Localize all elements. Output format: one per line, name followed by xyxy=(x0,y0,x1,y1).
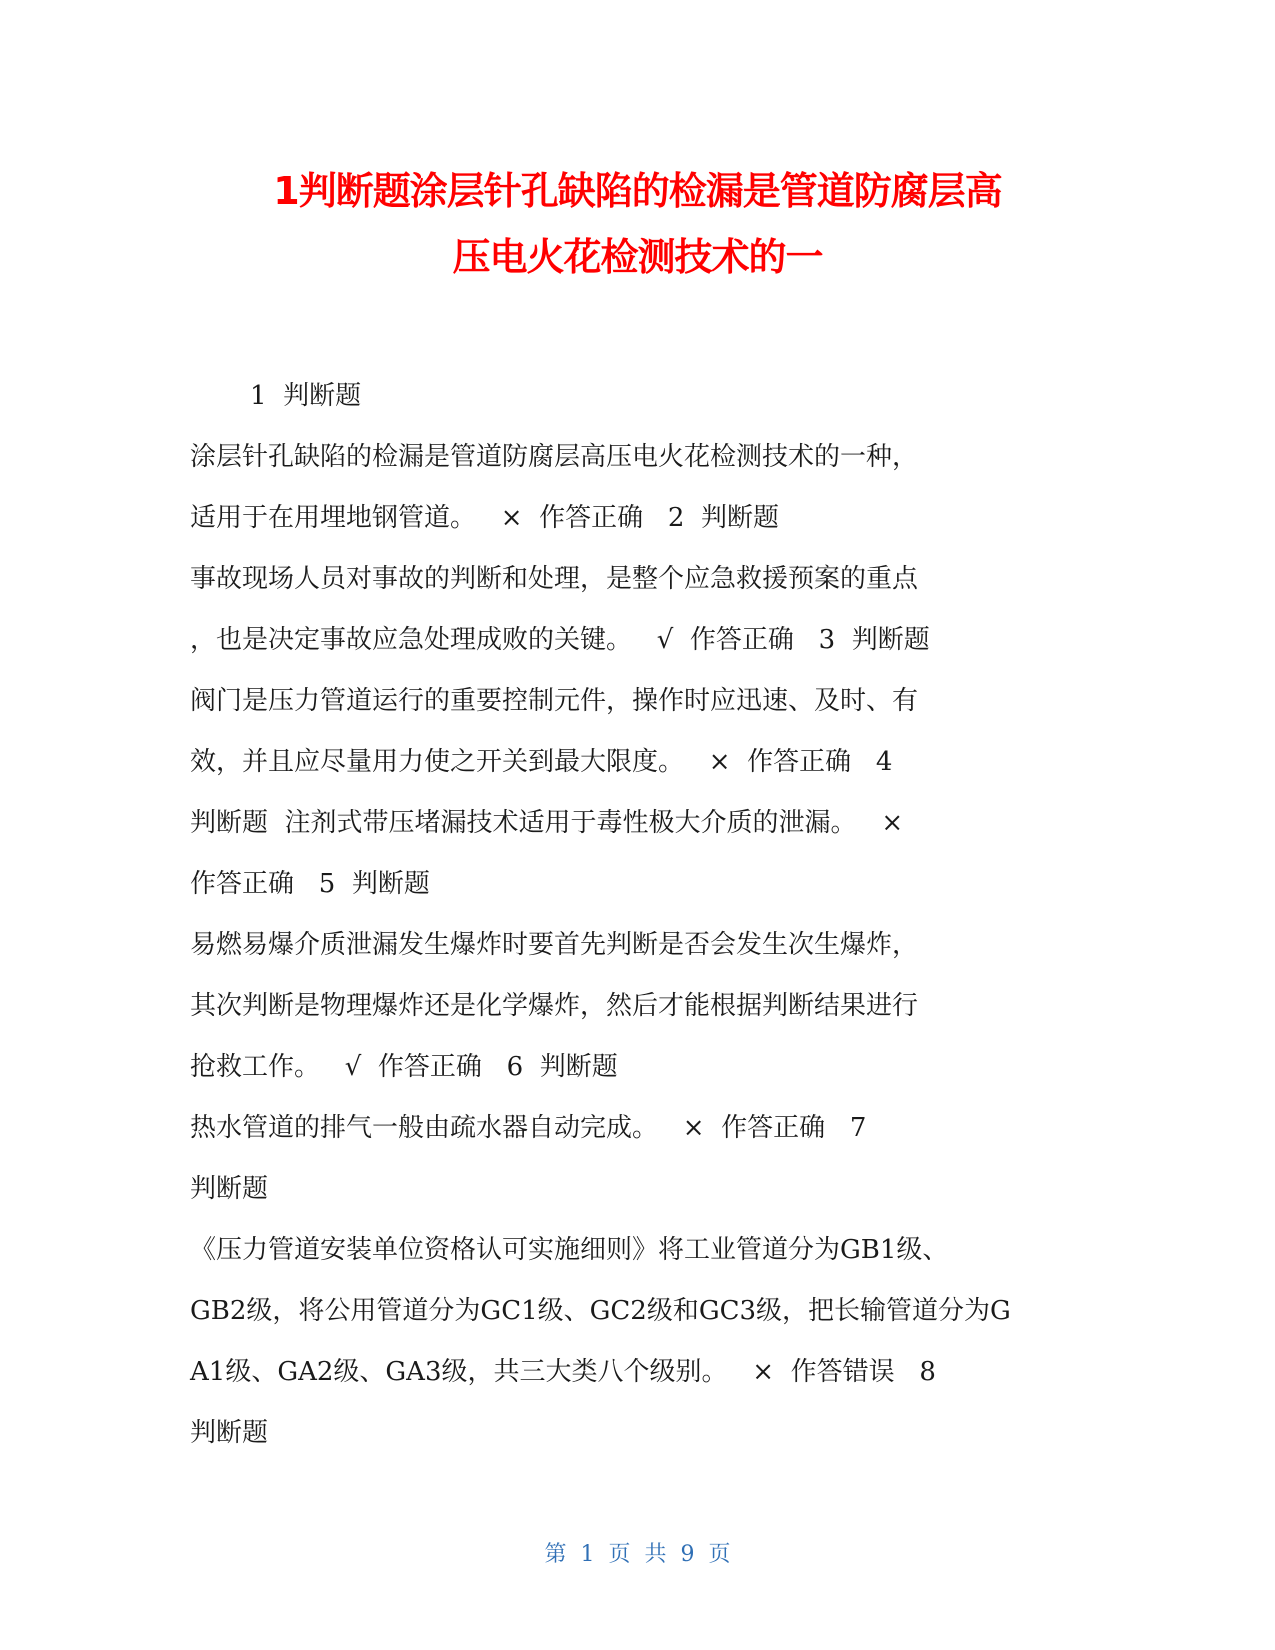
page-number-footer: 第 1 页 共 9 页 xyxy=(544,1542,731,1567)
text-line: ，也是决定事故应急处理成败的关键。 √ 作答正确 3 判断题 xyxy=(190,625,930,655)
question-heading: 1 判断题 xyxy=(250,381,362,411)
title-line: 压电火花检测技术的一 xyxy=(452,235,823,279)
text-line: 作答正确 5 判断题 xyxy=(190,869,430,899)
text-line: 热水管道的排气一般由疏水器自动完成。 × 作答正确 7 xyxy=(190,1113,867,1143)
text-line: GB2级，将公用管道分为GC1级、GC2级和GC3级，把长输管道分为G xyxy=(190,1296,1011,1326)
text-line: 涂层针孔缺陷的检漏是管道防腐层高压电火花检测技术的一种， xyxy=(190,442,919,472)
text-line: 判断题 注剂式带压堵漏技术适用于毒性极大介质的泄漏。 × xyxy=(190,808,904,838)
text-line: 易燃易爆介质泄漏发生爆炸时要首先判断是否会发生次生爆炸， xyxy=(190,930,919,960)
document-title xyxy=(160,158,1115,290)
text-line: 适用于在用埋地钢管道。 × 作答正确 2 判断题 xyxy=(190,503,779,533)
text-line: A1级、GA2级、GA3级，共三大类八个级别。 × 作答错误 8 xyxy=(190,1357,936,1387)
title-line: 1判断题涂层针孔缺陷的检漏是管道防腐层高 xyxy=(273,169,1002,213)
text-line: 判断题 xyxy=(190,1174,269,1204)
text-line: 阀门是压力管道运行的重要控制元件，操作时应迅速、及时、有 xyxy=(190,686,919,716)
text-line: 判断题 xyxy=(190,1418,269,1448)
text-line: 效，并且应尽量用力使之开关到最大限度。 × 作答正确 4 xyxy=(190,747,893,777)
text-line: 事故现场人员对事故的判断和处理，是整个应急救援预案的重点 xyxy=(190,564,919,594)
text-line: 《压力管道安装单位资格认可实施细则》将工业管道分为GB1级、 xyxy=(190,1235,949,1265)
text-line: 抢救工作。 √ 作答正确 6 判断题 xyxy=(190,1052,618,1082)
document-body xyxy=(190,366,1110,1464)
text-line: 其次判断是物理爆炸还是化学爆炸，然后才能根据判断结果进行 xyxy=(190,991,919,1021)
